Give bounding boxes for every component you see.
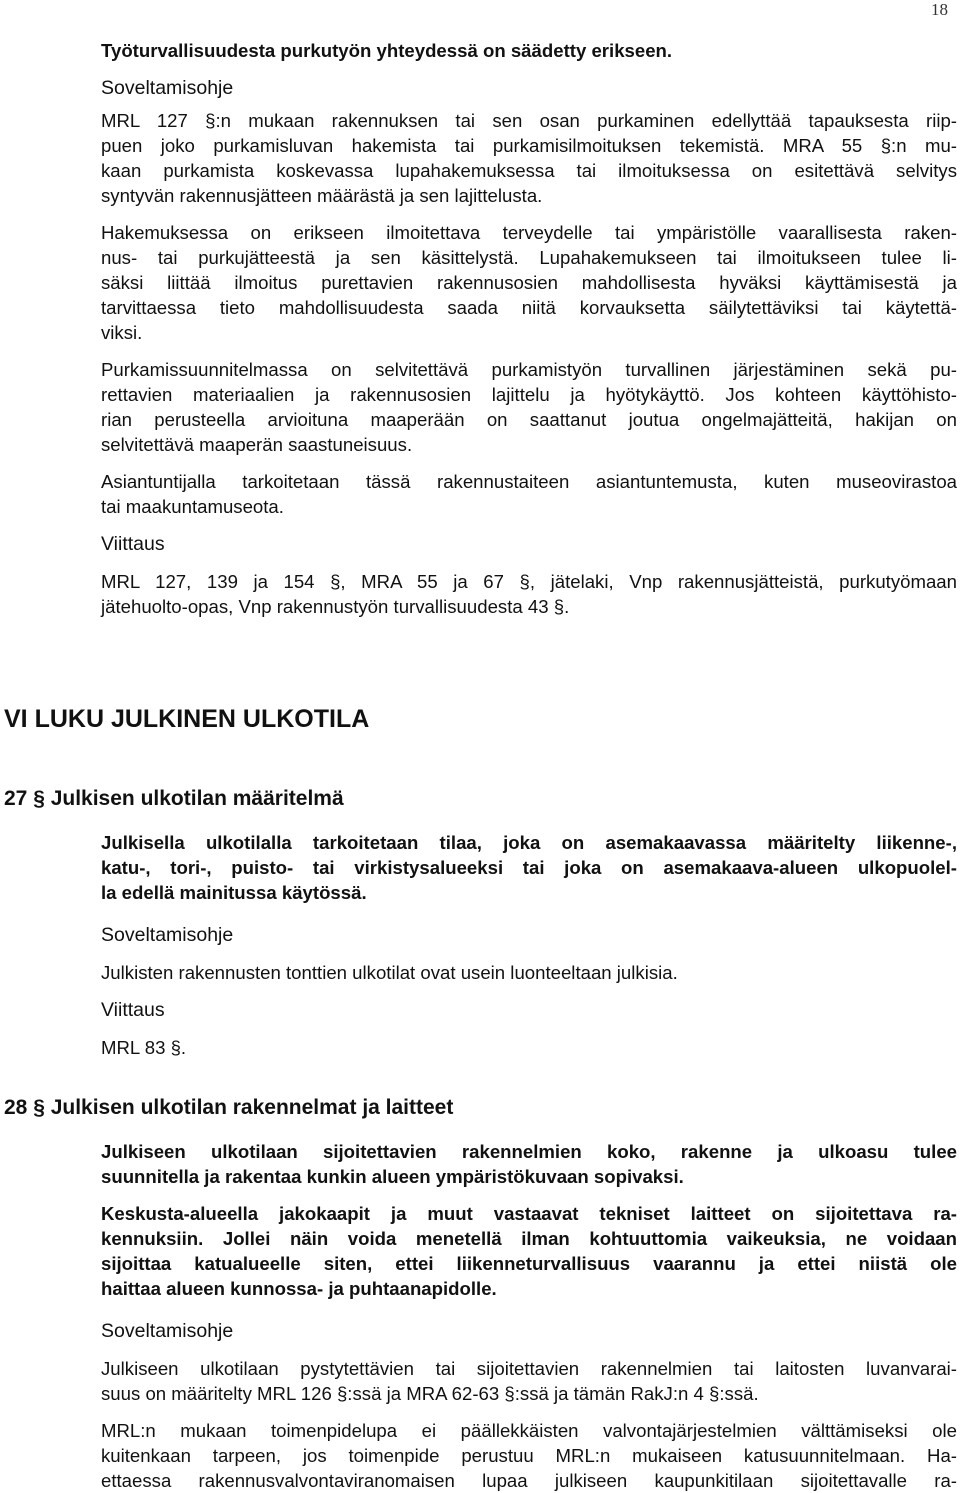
text-line: tai maakuntamuseota. [101,496,284,517]
top-content [101,38,957,619]
text-line: puen joko purkamisluvan hakemista tai purkamisilmoituksen tekemistä. MRA 55 §:n mu- [101,135,957,156]
paragraph-p4 [101,469,957,519]
text-line: tarvittaessa tieto mahdollisuudesta saada niitä korvauksetta säilytettäviksi tai käytettä- [101,297,957,318]
text-line: la edellä mainitussa käytössä. [101,882,367,903]
soveltamisohje-heading: Soveltamisohje [101,924,234,946]
section-28-title: 28 § Julkisen ulkotilan rakennelmat ja laitteet [4,1096,454,1119]
section-28-bold-paragraph-1 [101,1139,957,1189]
page-number: 18 [931,0,948,19]
text-line: Purkamissuunnitelmassa on selvitettävä purkamistyön turvallinen järjestäminen sekä pu- [101,359,957,380]
viittaus-heading: Viittaus [101,999,165,1021]
text-line: syntyvän rakennusjätteen määrästä ja sen lajittelusta. [101,185,543,206]
section-27-bold-paragraph [101,830,957,905]
text-line: Julkiseen ulkotilaan pystytettävien tai sijoitettavien rakennelmien tai laitosten luvanvarai- [101,1358,957,1379]
text-line: haittaa alueen kunnossa- ja puhtaanapidolle. [101,1278,497,1299]
text-line: säksi liittää ilmoitus purettavien rakennusosien mahdollisesta hyväksi käyttämisestä ja [101,272,957,293]
text-line: Asiantuntijalla tarkoitetaan tässä rakennustaiteen asiantuntemusta, kuten museovirastoa [101,471,957,492]
text-line: Keskusta-alueella jakokaapit ja muut vastaavat tekniset laitteet on sijoitettava ra- [101,1203,957,1224]
paragraph-p5 [101,569,957,619]
paragraph-p1 [101,108,957,208]
text-line: Julkisella ulkotilalla tarkoitetaan tilaa, joka on asemakaavassa määritelty liikenne-, [101,832,957,853]
text-line: suus on määritelty MRL 126 §:ssä ja MRA 62-63 §:ssä ja tämän RakJ:n 4 §:ssä. [101,1383,759,1404]
intro-line: Työturvallisuudesta purkutyön yhteydessä on säädetty erikseen. [101,40,673,61]
text-line: rettavien materiaalien ja rakennusosien lajittelu ja hyötykäyttö. Jos kohteen käyttöhisto- [101,384,957,405]
text-line: Hakemuksessa on erikseen ilmoitettava terveydelle tai ympäristölle vaarallisesta raken- [101,222,957,243]
text-line: MRL:n mukaan toimenpidelupa ei päällekkäisten valvontajärjestelmien välttämiseksi ole [101,1420,957,1441]
text-line: ettaessa rakennusvalvontaviranomaisen lupaa julkiseen kaupunkitilaan sijoitettavalle ra- [101,1470,957,1491]
text-line: rian perusteella arvioituna maaperään on saattanut joutua ongelmajätteitä, hakijan on [101,409,957,430]
text-line: kuitenkaan tarpeen, jos toimenpide perustuu MRL:n mukaiseen katusuunnitelmaan. Ha- [101,1445,957,1466]
paragraph-p2 [101,220,957,345]
chapter-title: VI LUKU JULKINEN ULKOTILA [4,705,370,733]
soveltamisohje-heading: Soveltamisohje [101,77,234,99]
soveltamisohje-heading: Soveltamisohje [101,1320,234,1342]
section-28-bold-paragraph-2 [101,1201,957,1301]
section-27-reference: MRL 83 §. [101,1037,187,1058]
section-28-paragraph-2 [101,1418,957,1493]
section-28-paragraph-1 [101,1356,957,1406]
text-line: nus- tai purkujätteestä ja sen käsittelystä. Lupahakemukseen tai ilmoitukseen tulee li- [101,247,957,268]
text-line: viksi. [101,322,143,343]
viittaus-heading: Viittaus [101,533,165,555]
paragraph-p3 [101,357,957,457]
text-line: MRL 127, 139 ja 154 §, MRA 55 ja 67 §, jätelaki, Vnp rakennusjätteistä, purkutyömaan [101,571,957,592]
text-line: selvitettävä maaperän saastuneisuus. [101,434,413,455]
section-27-title: 27 § Julkisen ulkotilan määritelmä [4,787,344,810]
text-line: Julkiseen ulkotilaan sijoitettavien rakennelmien koko, rakenne ja ulkoasu tulee [101,1141,957,1162]
text-line: katu-, tori-, puisto- tai virkistysalueeksi tai joka on asemakaava-alueen ulkopuolel- [101,857,957,878]
section-28-body [101,1139,957,1493]
text-line: kaan purkamista koskevassa lupahakemuksessa tai ilmoituksessa on esitettävä selvitys [101,160,957,181]
text-line: jätehuolto-opas, Vnp rakennustyön turvallisuudesta 43 §. [101,596,570,617]
section-27-text: Julkisten rakennusten tonttien ulkotilat ovat usein luonteeltaan julkisia. [101,962,678,983]
text-line: kennuksiin. Jollei näin voida menetellä ilman kohtuuttomia vaikeuksia, ne voidaan [101,1228,957,1249]
text-line: sijoittaa katualueelle siten, ettei liikenneturvallisuus vaarannu ja ettei niistä ole [101,1253,957,1274]
section-27-body [101,830,957,1060]
text-line: MRL 127 §:n mukaan rakennuksen tai sen osan purkaminen edellyttää tapauksesta riip- [101,110,957,131]
text-line: suunnitella ja rakentaa kunkin alueen ympäristökuvaan sopivaksi. [101,1166,684,1187]
